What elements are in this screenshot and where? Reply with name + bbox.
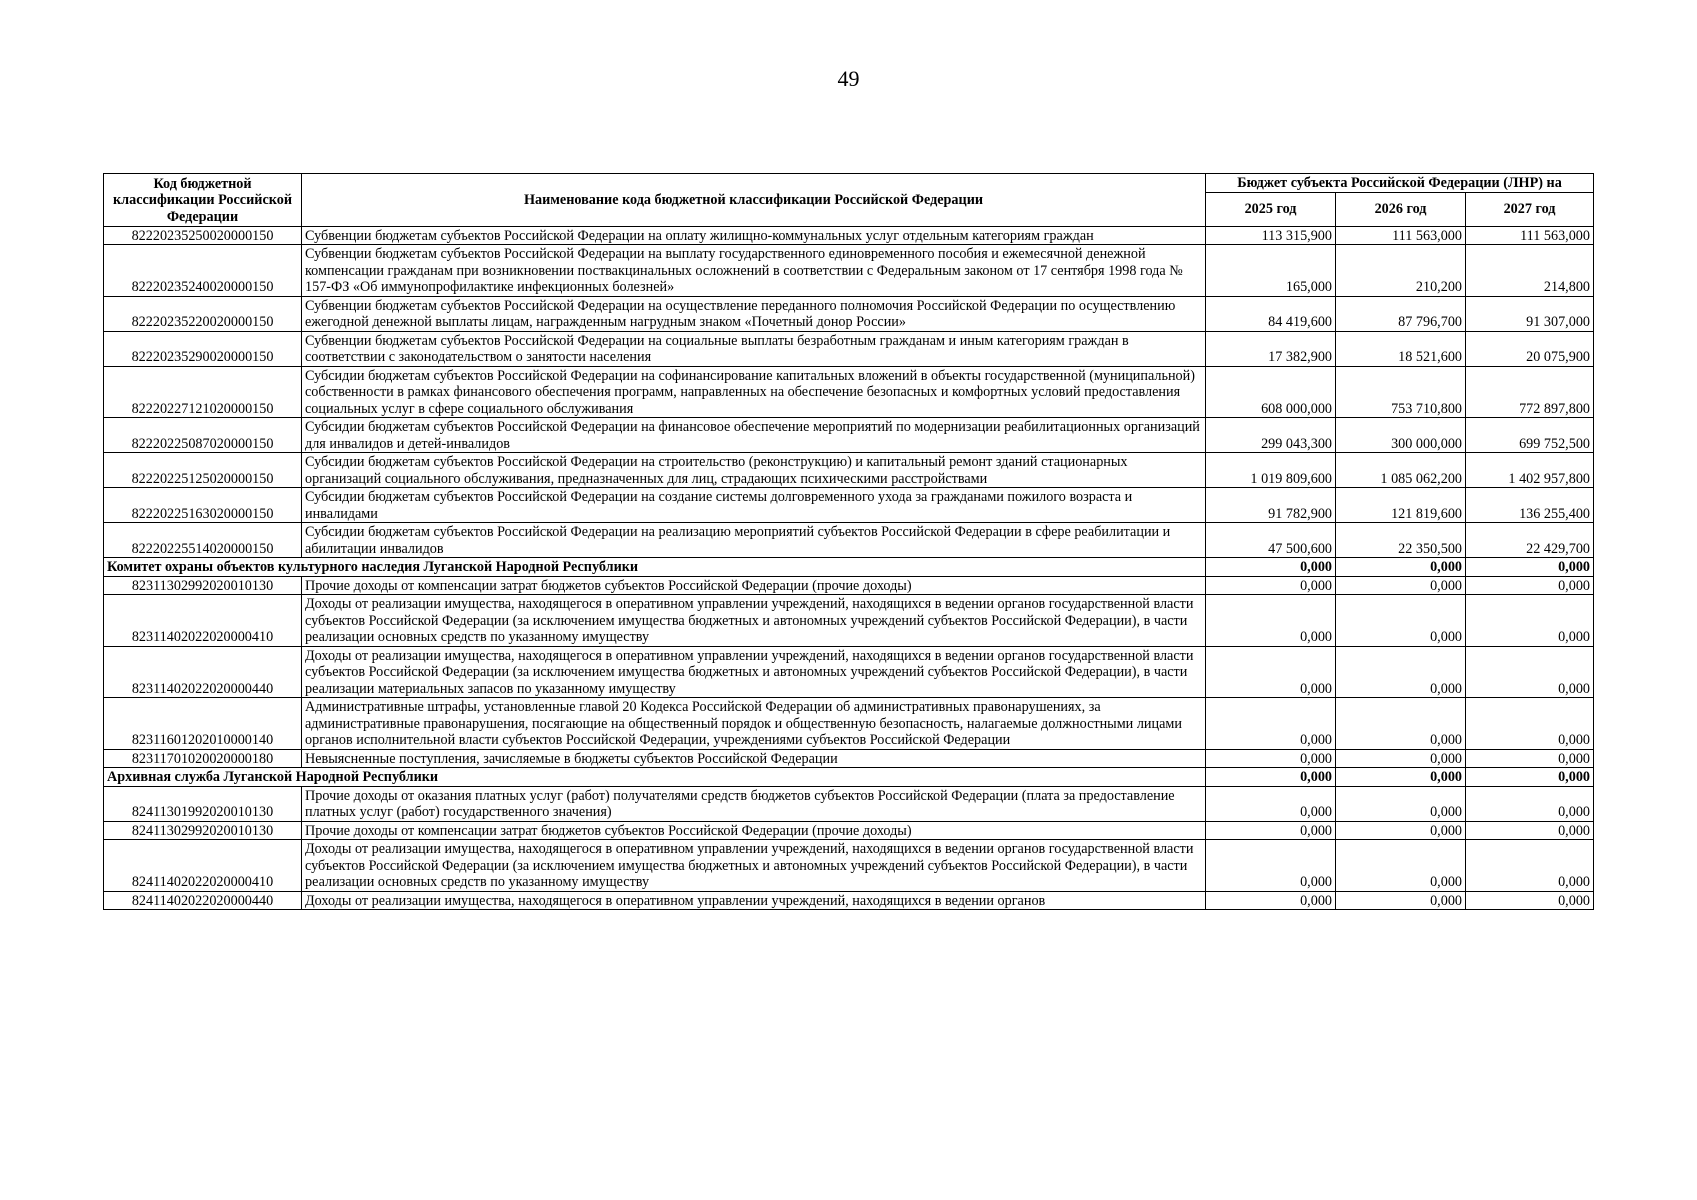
budget-code: 82220225514020000150 — [104, 523, 302, 558]
amount-2026: 753 710,800 — [1336, 366, 1466, 418]
header-budget-group: Бюджет субъекта Российской Федерации (ЛНР) на — [1206, 174, 1594, 193]
amount-2026: 0,000 — [1336, 821, 1466, 840]
amount-2025: 0,000 — [1206, 698, 1336, 750]
amount-2027: 0,000 — [1466, 595, 1594, 647]
amount-2027: 136 255,400 — [1466, 488, 1594, 523]
code-name: Прочие доходы от компенсации затрат бюджетов субъектов Российской Федерации (прочие доходы) — [302, 821, 1206, 840]
amount-2027: 0,000 — [1466, 786, 1594, 821]
table-body — [104, 226, 1594, 910]
header-year-2027: 2027 год — [1466, 192, 1594, 226]
amount-2027: 91 307,000 — [1466, 296, 1594, 331]
budget-code: 82311402022020000440 — [104, 646, 302, 698]
table-row — [104, 523, 1594, 558]
amount-2027: 22 429,700 — [1466, 523, 1594, 558]
header-year-2025: 2025 год — [1206, 192, 1336, 226]
budget-code: 82220235290020000150 — [104, 331, 302, 366]
budget-code: 82220227121020000150 — [104, 366, 302, 418]
budget-code: 82220235250020000150 — [104, 226, 302, 245]
amount-2026: 300 000,000 — [1336, 418, 1466, 453]
table-row — [104, 786, 1594, 821]
section-row — [104, 558, 1594, 577]
amount-2026: 0,000 — [1336, 840, 1466, 892]
amount-2025: 0,000 — [1206, 595, 1336, 647]
code-name: Субвенции бюджетам субъектов Российской Федерации на социальные выплаты безработным гражданам и иным категориям граждан в соответствии с законодательством о занятости населения — [302, 331, 1206, 366]
amount-2027: 20 075,900 — [1466, 331, 1594, 366]
amount-2026: 0,000 — [1336, 749, 1466, 768]
budget-code: 82220235220020000150 — [104, 296, 302, 331]
amount-2025: 299 043,300 — [1206, 418, 1336, 453]
budget-code: 82220225163020000150 — [104, 488, 302, 523]
amount-2026: 87 796,700 — [1336, 296, 1466, 331]
section-row — [104, 768, 1594, 787]
amount-2026: 0,000 — [1336, 768, 1466, 787]
code-name: Субсидии бюджетам субъектов Российской Федерации на финансовое обеспечение мероприятий по модернизации реабилитационных организаций для инвалидов и детей-инвалидов — [302, 418, 1206, 453]
amount-2027: 0,000 — [1466, 749, 1594, 768]
amount-2025: 608 000,000 — [1206, 366, 1336, 418]
table-row — [104, 821, 1594, 840]
code-name: Субвенции бюджетам субъектов Российской Федерации на выплату государственного единовременного пособия и ежемесячной денежной компенсации гражданам при возникновении поствакцинальных осложнений в соответствии с Федеральным законом от 17 сентября 1998 года № 157-ФЗ «Об иммунопрофилактике инфекционных болезней» — [302, 245, 1206, 297]
amount-2026: 18 521,600 — [1336, 331, 1466, 366]
header-year-2026: 2026 год — [1336, 192, 1466, 226]
table-row — [104, 646, 1594, 698]
amount-2025: 0,000 — [1206, 558, 1336, 577]
table-row — [104, 595, 1594, 647]
code-name: Доходы от реализации имущества, находящегося в оперативном управлении учреждений, находящихся в ведении органов государственной власти субъектов Российской Федерации (за исключением имущества бюджетных и автономных учреждений субъектов Российской Федерации), в части реализации основных средств по указанному имуществу — [302, 840, 1206, 892]
table-row — [104, 698, 1594, 750]
amount-2026: 0,000 — [1336, 558, 1466, 577]
code-name: Прочие доходы от компенсации затрат бюджетов субъектов Российской Федерации (прочие доходы) — [302, 576, 1206, 595]
amount-2025: 0,000 — [1206, 749, 1336, 768]
budget-code: 82411402022020000440 — [104, 891, 302, 910]
budget-code: 82220225125020000150 — [104, 453, 302, 488]
header-name: Наименование кода бюджетной классификации Российской Федерации — [302, 174, 1206, 227]
table-row — [104, 226, 1594, 245]
code-name: Субсидии бюджетам субъектов Российской Федерации на создание системы долговременного ухода за гражданами пожилого возраста и инвалидами — [302, 488, 1206, 523]
amount-2025: 47 500,600 — [1206, 523, 1336, 558]
amount-2025: 91 782,900 — [1206, 488, 1336, 523]
amount-2027: 111 563,000 — [1466, 226, 1594, 245]
amount-2025: 0,000 — [1206, 840, 1336, 892]
amount-2026: 0,000 — [1336, 595, 1466, 647]
table-row — [104, 418, 1594, 453]
code-name: Невыясненные поступления, зачисляемые в бюджеты субъектов Российской Федерации — [302, 749, 1206, 768]
table-row — [104, 245, 1594, 297]
code-name: Субсидии бюджетам субъектов Российской Федерации на строительство (реконструкцию) и капитальный ремонт зданий стационарных организаций социального обслуживания, предназначенных для лиц, страдающих психическими расстройствами — [302, 453, 1206, 488]
section-title: Архивная служба Луганской Народной Республики — [104, 768, 1206, 787]
budget-code: 82311601202010000140 — [104, 698, 302, 750]
amount-2025: 0,000 — [1206, 646, 1336, 698]
budget-code: 82311302992020010130 — [104, 576, 302, 595]
table-row — [104, 749, 1594, 768]
amount-2026: 210,200 — [1336, 245, 1466, 297]
code-name: Субсидии бюджетам субъектов Российской Федерации на софинансирование капитальных вложений в объекты государственной (муниципальной) собственности в рамках финансового обеспечения программ, направленных на обеспечение безопасных и комфортных условий предоставления социальных услуг в сфере социального обслуживания — [302, 366, 1206, 418]
amount-2027: 772 897,800 — [1466, 366, 1594, 418]
amount-2025: 1 019 809,600 — [1206, 453, 1336, 488]
table-row — [104, 891, 1594, 910]
amount-2025: 84 419,600 — [1206, 296, 1336, 331]
table-row — [104, 366, 1594, 418]
code-name: Доходы от реализации имущества, находящегося в оперативном управлении учреждений, находящихся в ведении органов — [302, 891, 1206, 910]
amount-2027: 0,000 — [1466, 891, 1594, 910]
code-name: Субсидии бюджетам субъектов Российской Федерации на реализацию мероприятий субъектов Российской Федерации в сфере реабилитации и абилитации инвалидов — [302, 523, 1206, 558]
budget-code: 82220235240020000150 — [104, 245, 302, 297]
budget-code: 82411301992020010130 — [104, 786, 302, 821]
header-code: Код бюджетной классификации Российской Федерации — [104, 174, 302, 227]
amount-2027: 699 752,500 — [1466, 418, 1594, 453]
budget-code: 82411402022020000410 — [104, 840, 302, 892]
amount-2025: 17 382,900 — [1206, 331, 1336, 366]
amount-2025: 113 315,900 — [1206, 226, 1336, 245]
amount-2026: 22 350,500 — [1336, 523, 1466, 558]
amount-2025: 0,000 — [1206, 821, 1336, 840]
amount-2027: 0,000 — [1466, 768, 1594, 787]
amount-2025: 165,000 — [1206, 245, 1336, 297]
amount-2025: 0,000 — [1206, 576, 1336, 595]
amount-2027: 1 402 957,800 — [1466, 453, 1594, 488]
amount-2026: 1 085 062,200 — [1336, 453, 1466, 488]
amount-2027: 0,000 — [1466, 840, 1594, 892]
table-row — [104, 331, 1594, 366]
table-row — [104, 840, 1594, 892]
amount-2026: 0,000 — [1336, 576, 1466, 595]
amount-2026: 0,000 — [1336, 646, 1466, 698]
amount-2027: 0,000 — [1466, 558, 1594, 577]
amount-2026: 0,000 — [1336, 891, 1466, 910]
amount-2027: 0,000 — [1466, 646, 1594, 698]
amount-2026: 121 819,600 — [1336, 488, 1466, 523]
amount-2027: 0,000 — [1466, 698, 1594, 750]
table-row — [104, 453, 1594, 488]
code-name: Доходы от реализации имущества, находящегося в оперативном управлении учреждений, находящихся в ведении органов государственной власти субъектов Российской Федерации (за исключением имущества бюджетных и автономных учреждений субъектов Российской Федерации), в части реализации основных средств по указанному имуществу — [302, 595, 1206, 647]
code-name: Доходы от реализации имущества, находящегося в оперативном управлении учреждений, находящихся в ведении органов государственной власти субъектов Российской Федерации (за исключением имущества бюджетных и автономных учреждений субъектов Российской Федерации), в части реализации материальных запасов по указанному имуществу — [302, 646, 1206, 698]
amount-2026: 0,000 — [1336, 698, 1466, 750]
amount-2025: 0,000 — [1206, 786, 1336, 821]
amount-2027: 214,800 — [1466, 245, 1594, 297]
code-name: Субвенции бюджетам субъектов Российской Федерации на оплату жилищно-коммунальных услуг отдельным категориям граждан — [302, 226, 1206, 245]
table-row — [104, 576, 1594, 595]
code-name: Прочие доходы от оказания платных услуг (работ) получателями средств бюджетов субъектов Российской Федерации (плата за предоставление платных услуг (работ) государственного значения) — [302, 786, 1206, 821]
page-number: 49 — [837, 66, 860, 91]
table-row — [104, 296, 1594, 331]
amount-2027: 0,000 — [1466, 576, 1594, 595]
amount-2025: 0,000 — [1206, 891, 1336, 910]
code-name: Административные штрафы, установленные главой 20 Кодекса Российской Федерации об административных правонарушениях, за административные правонарушения, посягающие на общественный порядок и общественную безопасность, налагаемые должностными лицами органов исполнительной власти субъектов Российской Федерации, учреждениями субъектов Российской Федерации — [302, 698, 1206, 750]
amount-2026: 111 563,000 — [1336, 226, 1466, 245]
budget-code: 82311402022020000410 — [104, 595, 302, 647]
amount-2025: 0,000 — [1206, 768, 1336, 787]
amount-2027: 0,000 — [1466, 821, 1594, 840]
table-row — [104, 488, 1594, 523]
budget-code: 82311701020020000180 — [104, 749, 302, 768]
budget-code: 82220225087020000150 — [104, 418, 302, 453]
budget-code: 82411302992020010130 — [104, 821, 302, 840]
budget-table — [103, 173, 1594, 910]
section-title: Комитет охраны объектов культурного наследия Луганской Народной Республики — [104, 558, 1206, 577]
amount-2026: 0,000 — [1336, 786, 1466, 821]
header-row — [104, 174, 1594, 193]
code-name: Субвенции бюджетам субъектов Российской Федерации на осуществление переданного полномочия Российской Федерации по осуществлению ежегодной денежной выплаты лицам, награжденным нагрудным знаком «Почетный донор России» — [302, 296, 1206, 331]
